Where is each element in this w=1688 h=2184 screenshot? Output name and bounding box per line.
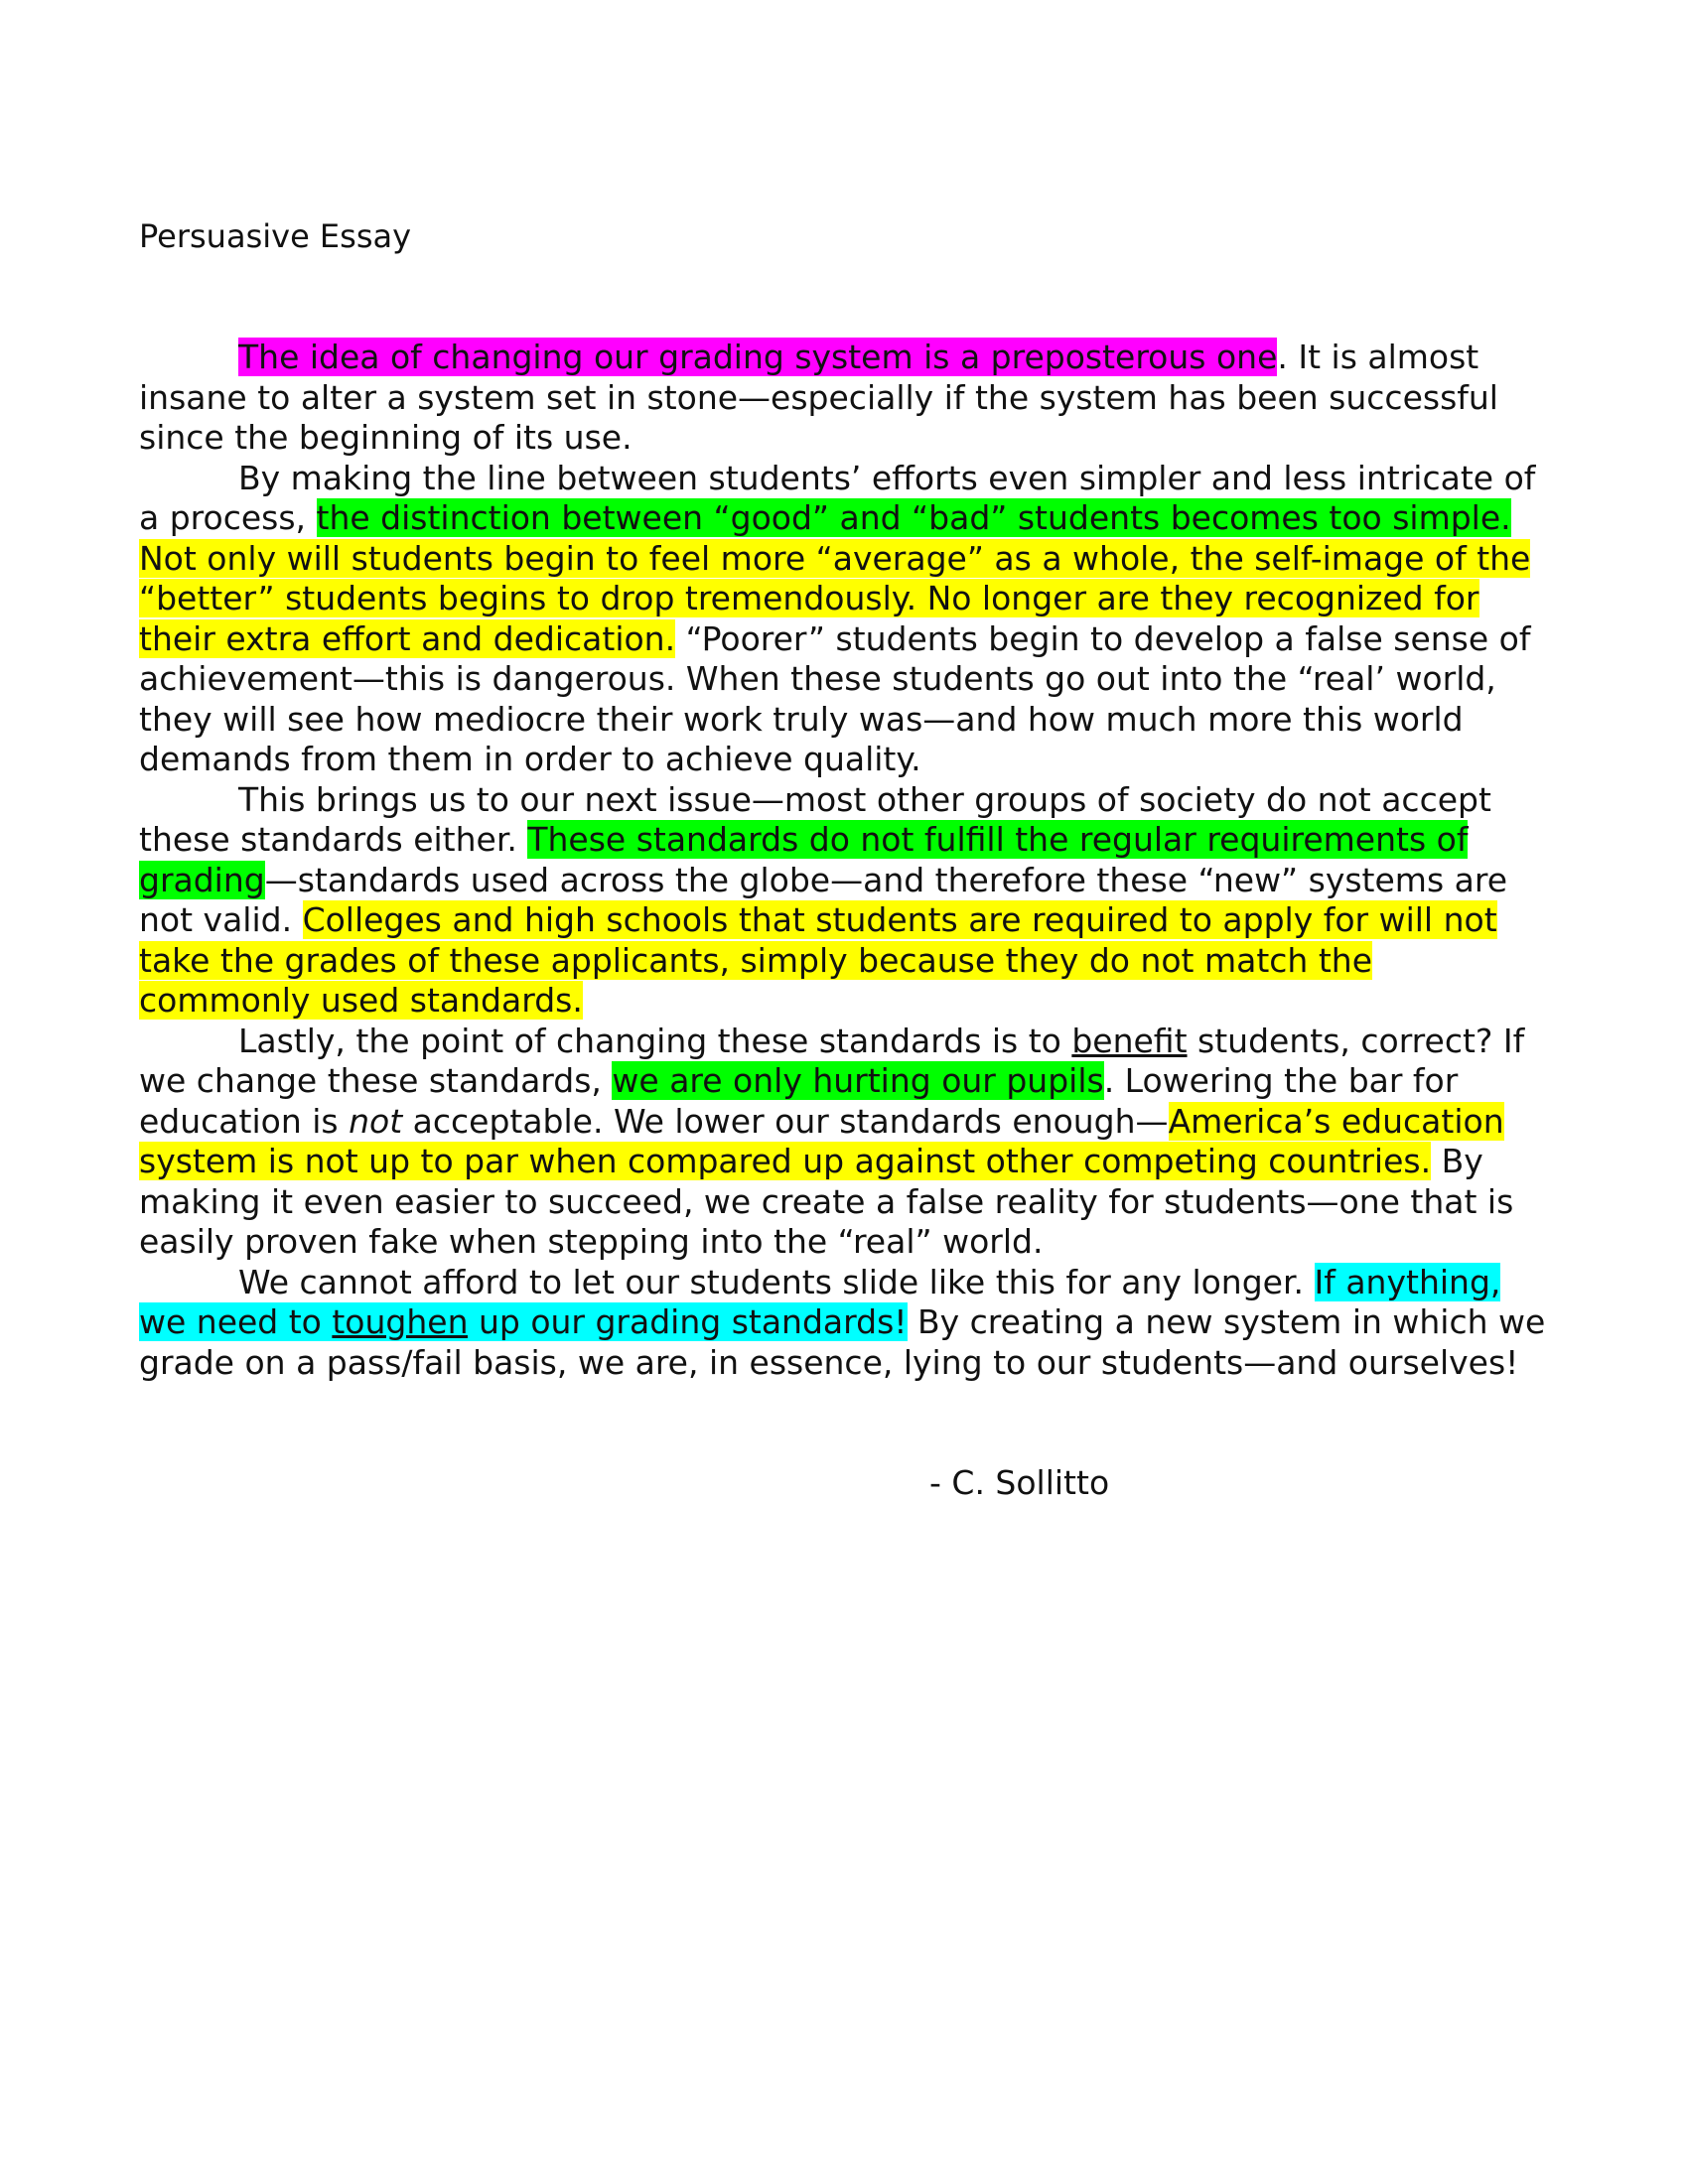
paragraph-1 (139, 338, 1549, 459)
author-signature: - C. Sollitto (929, 1463, 1110, 1502)
highlighted-conclusion: If anything, we need to (139, 1262, 1501, 1341)
text-segment: acceptable. We lower our standards enough— (402, 1101, 1169, 1141)
paragraph-3 (139, 780, 1549, 1022)
text-segment: “Poorer” students begin to develop a false sense of achievement—this is dangerous. When these students go out into the “real’ world, they will see how mediocre their work truly was—and how much more this world demands from them in order to achieve quality. (139, 618, 1531, 778)
highlighted-evidence: Colleges and high schools that students are required to apply for will not take the grades of these applicants, simply because they do not match the commonly used standards. (139, 900, 1497, 1020)
highlighted-thesis: The idea of changing our grading system is a preposterous one (238, 338, 1278, 376)
text-segment: We cannot afford to let our students slide like this for any longer. (238, 1262, 1315, 1301)
highlighted-evidence: Not only will students begin to feel more “average” as a whole, the self-image of the “better” students begins to drop tremendously. No longer are they recognized for their extra effort and dedication. (139, 538, 1531, 658)
document-title: Persuasive Essay (139, 217, 412, 255)
text-segment: students, correct? If we change these standards, (139, 1021, 1525, 1100)
paragraph-2 (139, 459, 1549, 780)
essay-body (139, 338, 1549, 1383)
italic-word: not (349, 1101, 403, 1141)
text-segment: By creating a new system in which we grade on a pass/fail basis, we are, in essence, lying to our students—and ourselves! (139, 1302, 1546, 1382)
paragraph-4 (139, 1022, 1549, 1263)
highlighted-evidence: America’s education system is not up to par when compared up against other competing countries. (139, 1101, 1504, 1180)
text-segment: —standards used across the globe—and therefore these “new” systems are not valid. (139, 860, 1507, 939)
highlighted-claim: the distinction between “good” and “bad” students becomes too simple. (316, 498, 1511, 537)
paragraph-5 (139, 1263, 1549, 1384)
text-segment: By making the line between students’ efforts even simpler and less intricate of a process, (139, 458, 1536, 537)
text-segment: . It is almost insane to alter a system set in stone—especially if the system has been successful since the beginning of its use. (139, 338, 1498, 457)
underlined-word: benefit (1071, 1021, 1188, 1060)
highlighted-underlined-word: toughen (332, 1302, 469, 1341)
highlighted-claim: we are only hurting our pupils (612, 1061, 1104, 1100)
text-segment: By making it even easier to succeed, we create a false reality for students—one that is easily proven fake when stepping into the “real” world. (139, 1142, 1514, 1261)
highlighted-claim: These standards do not fulfill the regular requirements of grading (139, 820, 1469, 899)
text-segment: . Lowering the bar for education is (139, 1061, 1459, 1141)
highlighted-conclusion: up our grading standards! (468, 1302, 908, 1341)
text-segment: This brings us to our next issue—most other groups of society do not accept these standards either. (139, 779, 1491, 859)
text-segment: Lastly, the point of changing these standards is to (238, 1021, 1072, 1060)
